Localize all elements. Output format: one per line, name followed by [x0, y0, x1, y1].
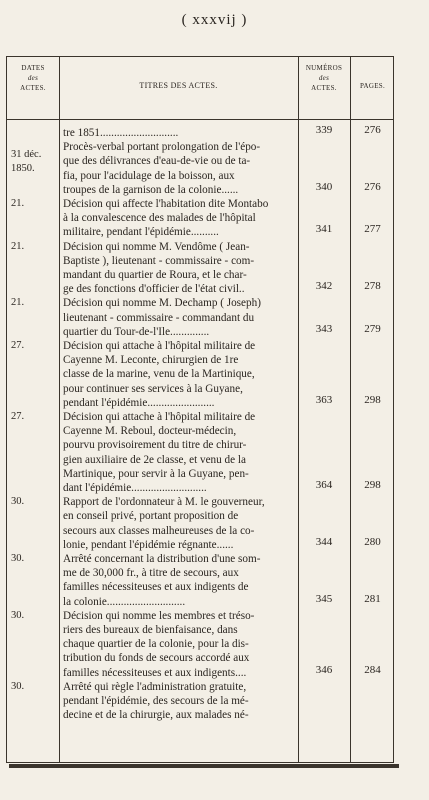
act-title-line: lonie, pendant l'épidémie régnante...... — [63, 538, 234, 551]
act-title-line: que des délivrances d'eau-de-vie ou de ta- — [63, 155, 251, 168]
header-divider — [7, 119, 393, 120]
act-title-line: Arrêté concernant la distribution d'une som- — [63, 553, 261, 565]
act-date: 30. — [11, 496, 25, 508]
act-page: 279 — [364, 322, 381, 335]
act-title-line: tre 1851............................ — [63, 127, 179, 139]
act-title-line: Baptiste ), lieutenant - commissaire - com- — [63, 254, 255, 267]
act-title-line: classe de la marine, venu de la Martinique, — [63, 368, 255, 381]
act-date: 27. — [11, 340, 25, 351]
header-dates-line: ACTES. — [20, 84, 46, 92]
act-title — [63, 296, 298, 339]
act-title-line: militaire, pendant l'épidémie.......... — [63, 226, 219, 239]
act-title-line: lieutenant - commissaire - commandant du — [63, 311, 255, 324]
act-title-line: gien auxiliaire de 2e classe, et venu de la — [63, 453, 246, 466]
act-title-line: fia, pour l'acidulage de la boisson, aux — [63, 169, 235, 182]
act-title-line: troupes de la garnison de la colonie...... — [63, 183, 239, 196]
act-title — [63, 140, 298, 197]
act-title-line: decine et de la chirurgie, aux malades né- — [63, 709, 249, 722]
header-dates-line: des — [27, 74, 39, 82]
act-title-line: pendant l'épidémie, des secours de la mé- — [63, 695, 249, 707]
act-date: 21. — [11, 240, 25, 252]
header-titres: TITRES DES ACTES. — [139, 81, 218, 90]
act-date: 21. — [11, 297, 25, 309]
act-date: 30. — [11, 680, 25, 692]
table-row — [7, 240, 395, 297]
table-row — [7, 296, 395, 339]
act-title-line: Décision qui nomme les membres et tréso- — [63, 609, 255, 622]
act-title — [63, 410, 298, 495]
act-number: 342 — [315, 280, 333, 293]
header-numeros-line: ACTES. — [311, 84, 337, 92]
act-title-line: Décision qui attache à l'hôpital militaire de — [63, 411, 256, 423]
header-dates — [7, 63, 59, 93]
act-title-line: Cayenne M. Reboul, docteur-médecin, — [63, 425, 237, 438]
act-title-line: pour continuer ses services à la Guyane, — [63, 382, 243, 395]
act-number: 345 — [315, 592, 333, 605]
table-shadow — [9, 764, 399, 768]
act-title — [63, 609, 298, 680]
act-number: 339 — [315, 124, 333, 136]
act-page: 277 — [364, 223, 381, 236]
act-title-line: Procès-verbal portant prolongation de l'épo- — [63, 141, 261, 154]
act-title-line: Décision qui attache à l'hôpital militaire de — [63, 340, 256, 352]
act-page: 298 — [364, 479, 381, 491]
act-title-line: pourvu provisoirement du titre de chirur- — [63, 439, 247, 452]
act-title — [63, 240, 298, 297]
table-row — [7, 197, 395, 240]
table-row — [7, 680, 395, 723]
act-title-line: riers des bureaux de bienfaisance, dans — [63, 624, 238, 636]
header-dates-line: DATES — [21, 64, 45, 72]
act-number: 364 — [315, 479, 333, 491]
act-title-line: mandant du quartier de Roura, et le char- — [63, 269, 247, 281]
table-row — [7, 126, 395, 140]
act-title-line: la colonie............................ — [63, 595, 186, 608]
act-number: 341 — [315, 223, 333, 236]
act-title-line: pendant l'épidémie........................ — [63, 396, 215, 409]
act-date: 31 déc. 1850. — [11, 149, 42, 175]
act-title-line: secours aux classes malheureuses de la co- — [63, 524, 255, 537]
act-title — [63, 197, 298, 240]
act-title-line: familles nécessiteuses et aux indigents de — [63, 581, 249, 594]
act-date: 21. — [11, 198, 25, 209]
table-row — [7, 410, 395, 495]
act-date: 27. — [11, 411, 25, 422]
act-number: 343 — [315, 322, 333, 335]
table-row — [7, 552, 395, 609]
act-title-line: dant l'épidémie........................... — [63, 482, 207, 495]
acts-table — [6, 56, 394, 763]
act-page: 280 — [364, 535, 381, 548]
act-title-line: quartier du Tour-de-l'Ile.............. — [63, 325, 210, 338]
act-page: 284 — [364, 663, 381, 676]
header-pages: PAGES. — [359, 82, 386, 90]
act-title-line: Décision qui nomme M. Vendôme ( Jean- — [63, 240, 250, 253]
act-title — [63, 495, 298, 552]
act-page: 276 — [364, 180, 381, 193]
act-number: 346 — [315, 663, 333, 676]
header-numeros — [298, 63, 350, 93]
act-title-line: me de 30,000 fr., à titre de secours, aux — [63, 567, 239, 580]
act-page: 276 — [364, 124, 381, 136]
act-number: 340 — [315, 180, 333, 193]
act-title-line: à la convalescence des malades de l'hôpital — [63, 212, 256, 225]
act-title — [63, 339, 298, 410]
act-title-line: familles nécessiteuses et aux indigents.... — [63, 666, 247, 679]
act-page: 298 — [364, 393, 381, 406]
act-title-line: en conseil privé, portant proposition de — [63, 510, 239, 523]
act-title-line: Décision qui nomme M. Dechamp ( Joseph) — [63, 297, 261, 310]
table-row — [7, 495, 395, 552]
header-numeros-line: NUMÉROS — [305, 64, 343, 72]
act-title — [63, 126, 298, 140]
table-row — [7, 609, 395, 680]
act-title-line: Décision qui affecte l'habitation dite Montabo — [63, 198, 269, 210]
table-row — [7, 140, 395, 197]
act-page: 281 — [364, 592, 381, 605]
header-numeros-line: des — [318, 74, 330, 82]
act-number: 344 — [315, 535, 333, 548]
act-date: 30. — [11, 609, 25, 621]
act-title-line: Rapport de l'ordonnateur à M. le gouverneur, — [63, 496, 265, 509]
act-title — [63, 552, 298, 609]
act-title-line: Martinique, pour servir à la Guyane, pen- — [63, 467, 249, 480]
act-title — [63, 680, 298, 723]
act-number: 363 — [315, 393, 333, 406]
act-title-line: Cayenne M. Leconte, chirurgien de 1re — [63, 354, 239, 367]
act-title-line: ge des fonctions d'officier de l'état civil.. — [63, 283, 245, 296]
act-page: 278 — [364, 280, 381, 293]
page-number: ( xxxvij ) — [181, 12, 248, 28]
table-row — [7, 339, 395, 410]
act-title-line: tribution du fonds de secours accordé aux — [63, 652, 250, 665]
act-title-line: chaque quartier de la colonie, pour la dis- — [63, 638, 249, 651]
act-date: 30. — [11, 553, 25, 564]
act-title-line: Arrêté qui règle l'administration gratuite, — [63, 680, 247, 693]
